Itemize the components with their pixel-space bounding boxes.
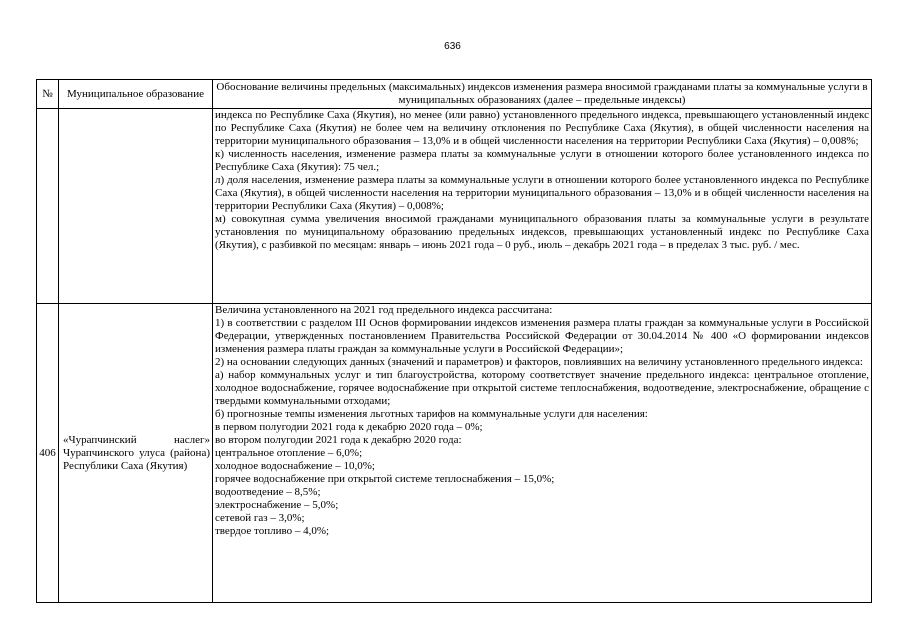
justification-paragraph: водоотведение – 8,5%; bbox=[215, 486, 321, 498]
justification-cell bbox=[213, 304, 872, 603]
justification-paragraph: сетевой газ – 3,0%; bbox=[215, 512, 305, 524]
municipality-cell: «Чурапчинский наслег» Чурапчинского улуса (района) Республики Саха (Якутия) bbox=[59, 304, 213, 603]
justification-paragraph: горячее водоснабжение при открытой системе теплоснабжения – 15,0%; bbox=[215, 473, 555, 485]
justification-paragraph: во втором полугодии 2021 года к декабрю 2020 года: bbox=[215, 434, 462, 446]
row-number-cell: 406 bbox=[37, 304, 59, 603]
justification-paragraph: индекса по Республике Саха (Якутия), но менее (или равно) установленного предельного индекса, превышающего установленный индекс по Республике Саха (Якутия) не более чем на величину отклонения по Республике Саха (Якутия), в общей численности населения на территории муниципального образования – 13,0% и в общей численности населения на территории Республики Саха (Якутия) – 0,008%; bbox=[215, 109, 869, 147]
justification-paragraph: электроснабжение – 5,0%; bbox=[215, 499, 339, 511]
justification-paragraph: л) доля населения, изменение размера платы за коммунальные услуги в отношении которого более установленного индекса по Республике Саха (Якутия), в общей численности населения на территории муниципального образования – 13,0% и в общей численности населения на территории Республики Саха (Якутия) – 0,008%; bbox=[215, 174, 869, 212]
justification-paragraph: твердое топливо – 4,0%; bbox=[215, 525, 330, 537]
header-municipality: Муниципальное образование bbox=[59, 80, 213, 109]
justification-paragraph: к) численность населения, изменение размера платы за коммунальные услуги в отношении которого более установленного индекса по Республике Саха (Якутия): 75 чел.; bbox=[215, 148, 869, 173]
header-justification: Обоснование величины предельных (максимальных) индексов изменения размера вносимой гражданами платы за коммунальные услуги в муниципальных образованиях (далее – предельные индексы) bbox=[213, 80, 872, 109]
justification-table bbox=[36, 79, 872, 603]
justification-paragraph: центральное отопление – 6,0%; bbox=[215, 447, 363, 459]
page-number: 636 bbox=[444, 41, 461, 52]
municipality-cell bbox=[59, 109, 213, 304]
header-number: № bbox=[37, 80, 59, 109]
table-row bbox=[37, 109, 872, 304]
justification-paragraph: 1) в соответствии с разделом III Основ формировании индексов изменения размера платы граждан за коммунальные услуги в Российской Федерации, утвержденных постановлением Правительства Российской Федерации от 30.04.2014 № 400 «О формировании индексов изменения размера платы граждан за коммунальные услуги в Российской Федерации»; bbox=[215, 317, 869, 355]
justification-paragraph: в первом полугодии 2021 года к декабрю 2020 года – 0%; bbox=[215, 421, 483, 433]
justification-paragraph: холодное водоснабжение – 10,0%; bbox=[215, 460, 375, 472]
justification-paragraph: а) набор коммунальных услуг и тип благоустройства, которому соответствует значение предельного индекса: центральное отопление, холодное водоснабжение, горячее водоснабжение при открытой системе теплоснабжения, водоотведение, электроснабжение, обращение с твердыми коммунальными отходами; bbox=[215, 369, 869, 407]
justification-paragraph: 2) на основании следующих данных (значений и параметров) и факторов, повлиявших на величину установленного предельного индекса: bbox=[215, 356, 863, 368]
row-number-cell bbox=[37, 109, 59, 304]
table-row bbox=[37, 304, 872, 603]
justification-paragraph: б) прогнозные темпы изменения льготных тарифов на коммунальные услуги для населения: bbox=[215, 408, 648, 420]
table-header-row bbox=[37, 80, 872, 109]
justification-paragraph: м) совокупная сумма увеличения вносимой гражданами муниципального образования платы за коммунальные услуги в результате установления по муниципальному образованию предельных индексов, превышающих установленный индекс по Республике Саха (Якутия), с разбивкой по месяцам: январь – июнь 2021 года – 0 руб., июль – декабрь 2021 года – в пределах 3 тыс. руб. / мес. bbox=[215, 213, 869, 251]
justification-paragraph: Величина установленного на 2021 год предельного индекса рассчитана: bbox=[215, 304, 553, 316]
justification-cell bbox=[213, 109, 872, 304]
